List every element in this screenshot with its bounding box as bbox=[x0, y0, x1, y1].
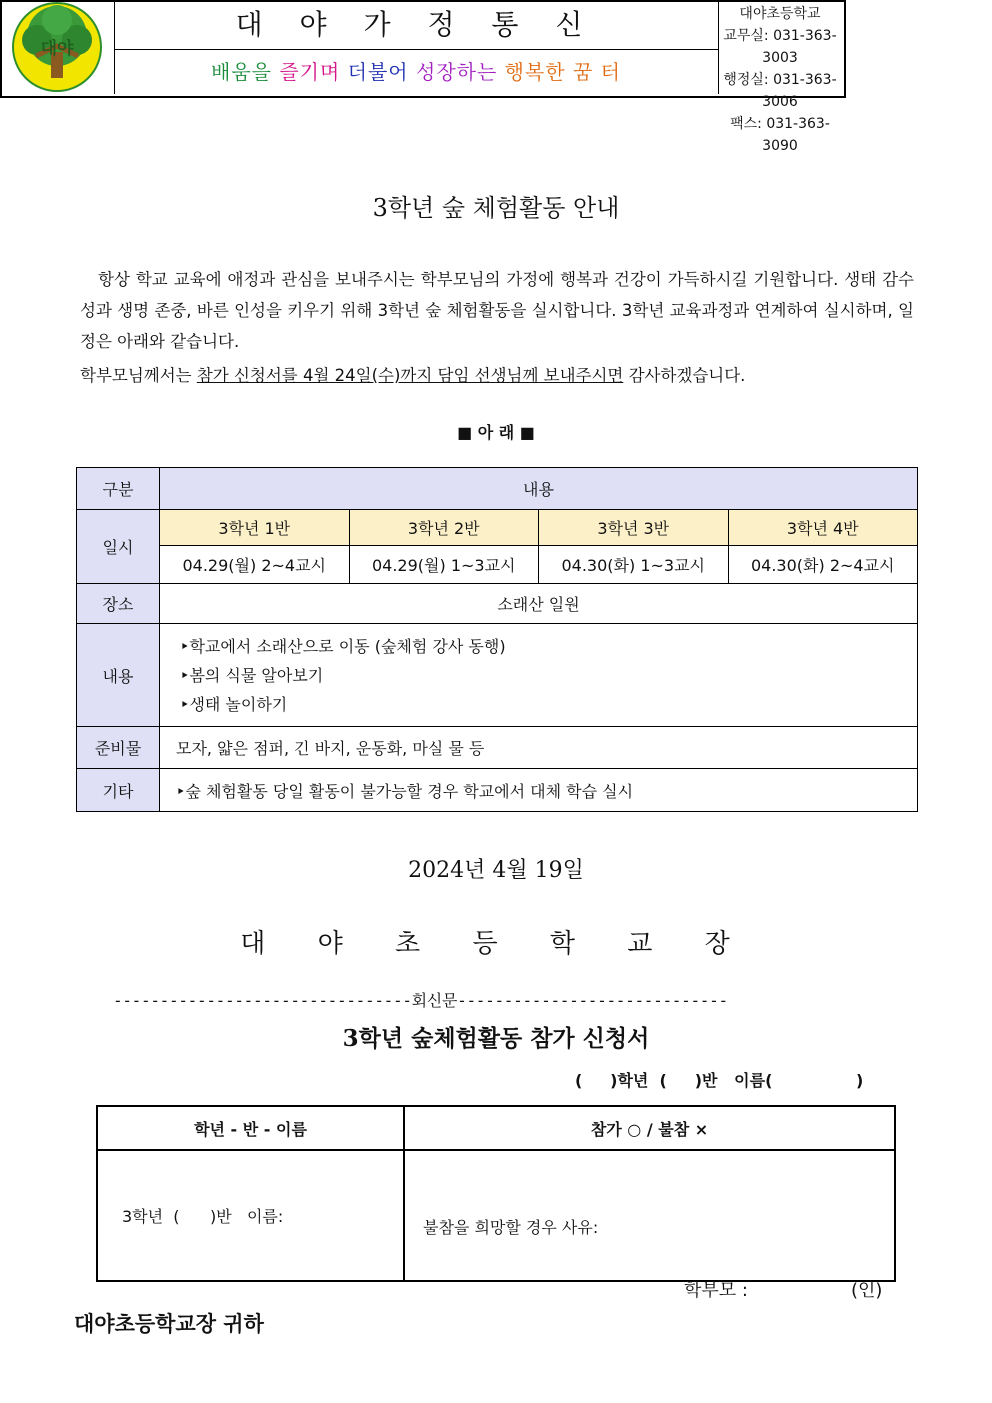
absence-reason-field[interactable]: 불참을 희망할 경우 사유: bbox=[404, 1150, 895, 1281]
student-info-line: ( )학년 ( )반 이름( ) bbox=[575, 1071, 864, 1090]
principal-signature: 대 야 초 등 학 교 장 bbox=[240, 929, 752, 959]
slogan-word: 더불어 bbox=[347, 60, 409, 84]
addressee: 대야초등학교장 귀하 bbox=[74, 1311, 264, 1336]
fax-number: 팩스: 031-363-3090 bbox=[730, 116, 830, 154]
class-time: 04.30(화) 2~4교시 bbox=[728, 546, 918, 584]
newsletter-title: 대 야 가 정 통 신 bbox=[114, 0, 718, 50]
class-time: 04.29(월) 2~4교시 bbox=[160, 546, 350, 584]
list-item: ‣봄의 식물 알아보기 bbox=[180, 665, 324, 685]
prep-value: 모자, 얇은 점퍼, 긴 바지, 운동화, 마실 물 등 bbox=[160, 727, 918, 769]
class-header: 3학년 3반 bbox=[539, 510, 729, 546]
slogan-word: 성장하는 bbox=[416, 60, 498, 84]
etc-value: ‣숲 체험활동 당일 활동이 불가능할 경우 학교에서 대체 학습 실시 bbox=[160, 769, 918, 812]
place-label: 장소 bbox=[77, 584, 160, 624]
school-logo bbox=[0, 0, 115, 94]
school-slogan bbox=[114, 50, 718, 94]
issue-date: 2024년 4월 19일 bbox=[408, 858, 584, 883]
slogan-word: 배움을 bbox=[211, 60, 272, 84]
parent-signature-line: 학부모 : (인) bbox=[684, 1280, 883, 1301]
class-time: 04.29(월) 1~3교시 bbox=[349, 546, 539, 584]
intro-paragraph: 항상 학교 교육에 애정과 관심을 보내주시는 학부모님의 가정에 행복과 건강이 가득하시길 기원합니다. 생태 감수성과 생명 존중, 바른 인성을 키우기 위해 3학년 숲 체험활동을 실시합니다. 3학년 교육과정과 연계하여 실시하며, 일정은 아래와 같습니다. bbox=[80, 270, 914, 351]
deadline-underline: 참가 신청서를 4월 24일(수)까지 담임 선생님께 보내주시면 bbox=[196, 366, 624, 385]
form-title: 3학년 숲체험활동 참가 신청서 bbox=[342, 1025, 650, 1052]
newsletter-header bbox=[0, 0, 846, 154]
date-label: 일시 bbox=[77, 510, 160, 584]
school-contact bbox=[718, 0, 842, 154]
header-content: 내용 bbox=[160, 468, 918, 510]
slogan-word: 행복한 꿈 터 bbox=[504, 60, 621, 84]
content-list bbox=[160, 624, 918, 727]
cut-line-divider: --------------------------------회신문----------------------------- bbox=[113, 991, 728, 1010]
place-value: 소래산 일원 bbox=[160, 584, 918, 624]
request-paragraph: 학부모님께서는 참가 신청서를 4월 24일(수)까지 담임 선생님께 보내주시면 감사하겠습니다. bbox=[80, 366, 746, 385]
school-name: 대야초등학교 bbox=[739, 6, 821, 22]
application-form bbox=[96, 1105, 896, 1282]
office-phone: 교무실: 031-363-3003 bbox=[723, 28, 837, 66]
schedule-table bbox=[76, 467, 918, 812]
details-heading: ■ 아 래 ■ bbox=[457, 423, 535, 442]
etc-label: 기타 bbox=[77, 769, 160, 812]
svg-text:대야: 대야 bbox=[40, 39, 74, 59]
list-item: ‣학교에서 소래산으로 이동 (숲체험 강사 동행) bbox=[180, 636, 506, 656]
form-header-attendance: 참가 ○ / 불참 × bbox=[404, 1106, 895, 1150]
class-header: 3학년 2반 bbox=[349, 510, 539, 546]
header-category: 구분 bbox=[77, 468, 160, 510]
class-header: 3학년 4반 bbox=[728, 510, 918, 546]
tree-logo-icon bbox=[0, 0, 114, 94]
slogan-word: 즐기며 bbox=[279, 60, 341, 84]
content-label: 내용 bbox=[77, 624, 160, 727]
admin-phone: 행정실: 031-363-3006 bbox=[723, 72, 837, 110]
class-header: 3학년 1반 bbox=[160, 510, 350, 546]
prep-label: 준비물 bbox=[77, 727, 160, 769]
student-name-field[interactable]: 3학년 ( )반 이름: bbox=[97, 1150, 404, 1281]
class-time: 04.30(화) 1~3교시 bbox=[539, 546, 729, 584]
form-header-student: 학년 - 반 - 이름 bbox=[97, 1106, 404, 1150]
list-item: ‣생태 놀이하기 bbox=[180, 694, 288, 714]
notice-title: 3학년 숲 체험활동 안내 bbox=[372, 194, 620, 222]
